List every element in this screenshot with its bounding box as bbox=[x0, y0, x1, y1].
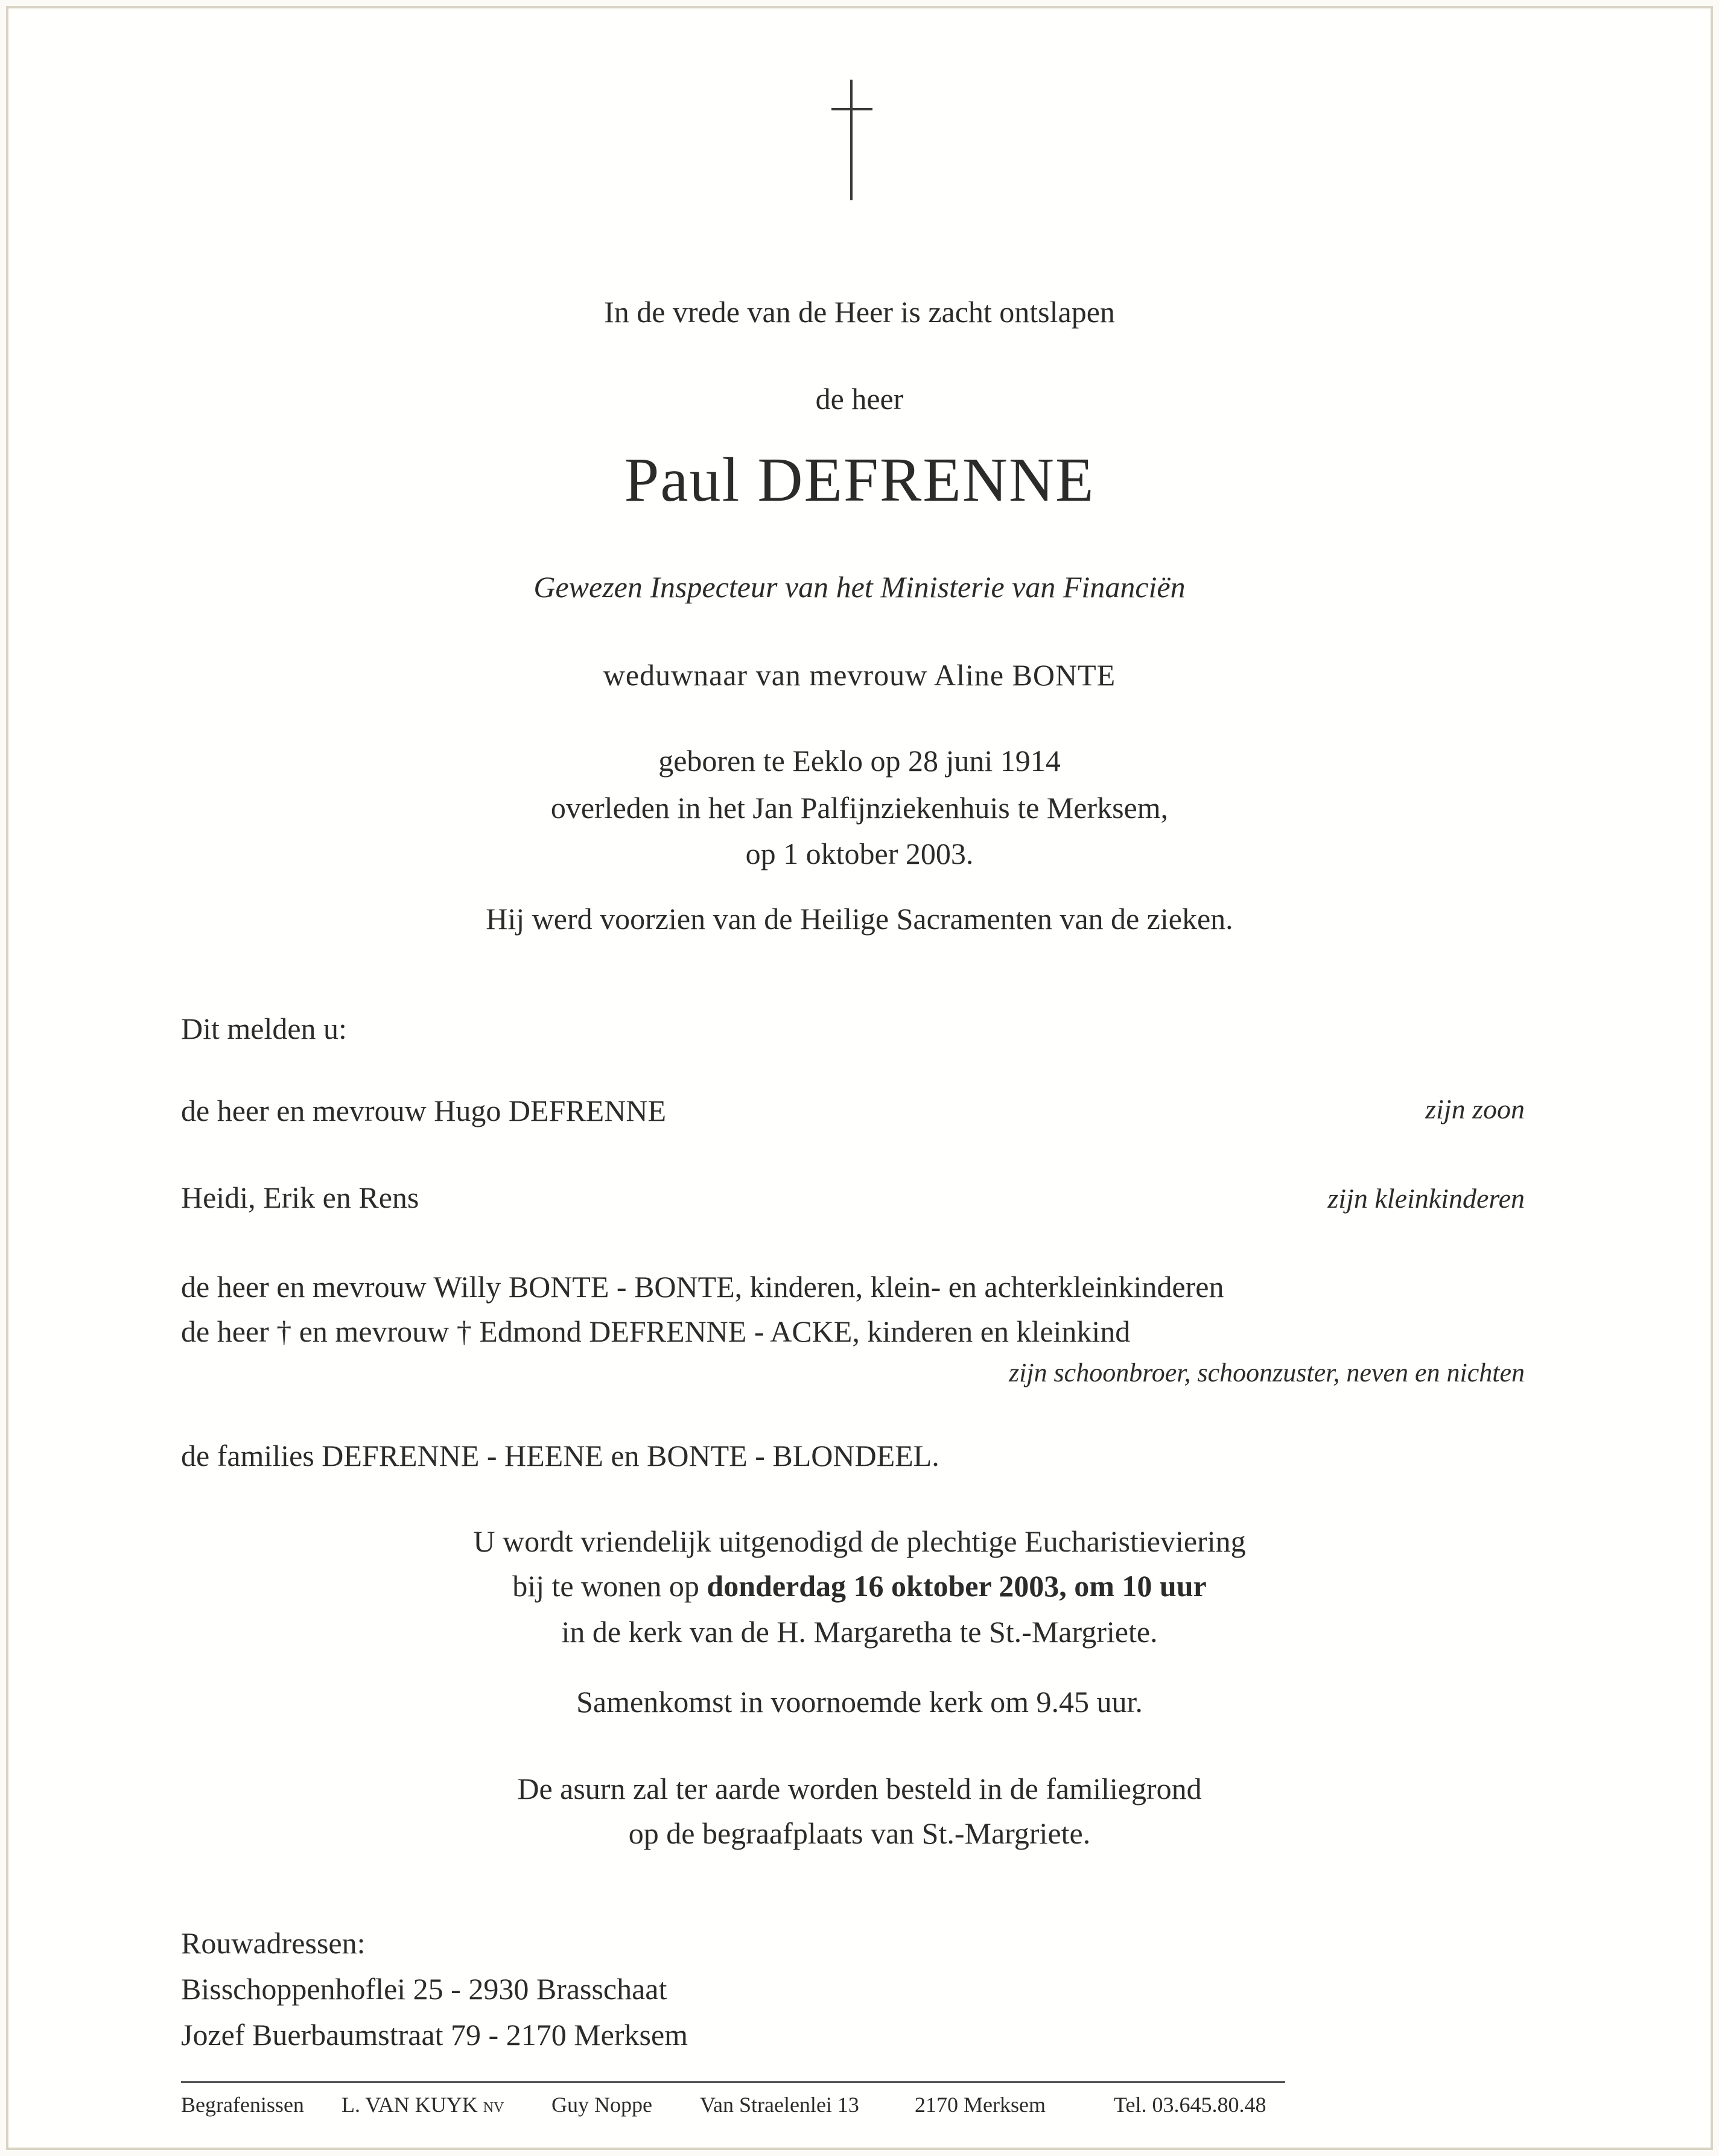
announcers-intro: Dit melden u: bbox=[181, 1012, 347, 1045]
intro-line: In de vrede van de Heer is zacht ontslapen bbox=[604, 295, 1115, 329]
urn-line-1: De asurn zal ter aarde worden besteld in de familiegrond bbox=[517, 1772, 1202, 1806]
ceremony-line-1: U wordt vriendelijk uitgenodigd de plechtige Eucharistieviering bbox=[473, 1524, 1246, 1558]
dagger-icon: † bbox=[276, 1314, 292, 1348]
salutation: de heer bbox=[815, 382, 904, 416]
dagger-icon: † bbox=[456, 1314, 472, 1348]
ceremony-date: donderdag 16 oktober 2003, om 10 uur bbox=[707, 1569, 1207, 1603]
inlaws-line-1: de heer en mevrouw Willy BONTE - BONTE, kinderen, klein- en achterkleinkinderen bbox=[181, 1270, 1224, 1304]
inlaws-line-2-c: Edmond DEFRENNE - ACKE, kinderen en kleinkind bbox=[479, 1314, 1131, 1348]
footer-company bbox=[342, 2092, 504, 2117]
death-line-2: op 1 oktober 2003. bbox=[745, 837, 974, 870]
footer-company-label: Begrafenissen bbox=[181, 2093, 304, 2117]
ceremony-line-3: in de kerk van de H. Margaretha te St.-Margriete. bbox=[561, 1615, 1158, 1649]
footer-phone: Tel. 03.645.80.48 bbox=[1114, 2093, 1266, 2117]
address-1: Bisschoppenhoflei 25 - 2930 Brasschaat bbox=[181, 1972, 667, 2006]
grandchildren-names: Heidi, Erik en Rens bbox=[181, 1181, 419, 1214]
urn-line-2: op de begraafplaats van St.-Margriete. bbox=[628, 1816, 1091, 1850]
son-relation: zijn zoon bbox=[1425, 1094, 1525, 1124]
sacraments-line: Hij werd voorzien van de Heilige Sacramenten van de zieken. bbox=[486, 902, 1233, 936]
addresses-label: Rouwadressen: bbox=[181, 1926, 366, 1960]
inlaws-line-2 bbox=[181, 1314, 1130, 1349]
deceased-name: Paul DEFRENNE bbox=[624, 445, 1095, 515]
inlaws-relation: zijn schoonbroer, schoonzuster, neven en nichten bbox=[1008, 1358, 1525, 1387]
address-2: Jozef Buerbaumstraat 79 - 2170 Merksem bbox=[181, 2018, 688, 2052]
meeting-line: Samenkomst in voornoemde kerk om 9.45 uur. bbox=[576, 1685, 1143, 1719]
footer-street: Van Straelenlei 13 bbox=[700, 2093, 859, 2117]
footer-company-suffix: NV bbox=[483, 2100, 504, 2116]
footer-divider bbox=[181, 2081, 1285, 2083]
death-line-1: overleden in het Jan Palfijnziekenhuis te Merksem, bbox=[550, 791, 1169, 825]
widower-line: weduwnaar van mevrouw Aline BONTE bbox=[603, 658, 1116, 692]
footer-person: Guy Noppe bbox=[551, 2093, 652, 2117]
birth-line: geboren te Eeklo op 28 juni 1914 bbox=[658, 744, 1061, 778]
cross-icon bbox=[850, 80, 853, 200]
inlaws-line-2-b: en mevrouw bbox=[299, 1314, 450, 1348]
former-title: Gewezen Inspecteur van het Ministerie van Financiën bbox=[533, 570, 1186, 604]
inlaws-line-2-a: de heer bbox=[181, 1314, 269, 1348]
cross-icon-bar bbox=[831, 108, 872, 110]
ceremony-line-2-pre: bij te wonen op bbox=[512, 1569, 707, 1603]
families-line: de families DEFRENNE - HEENE en BONTE - BLONDEEL. bbox=[181, 1439, 939, 1473]
ceremony-line-2 bbox=[0, 1568, 1719, 1603]
grandchildren-relation: zijn kleinkinderen bbox=[1327, 1183, 1525, 1214]
son-name: de heer en mevrouw Hugo DEFRENNE bbox=[181, 1094, 666, 1127]
footer-company-name: L. VAN KUYK bbox=[342, 2093, 478, 2117]
footer-city: 2170 Merksem bbox=[915, 2093, 1046, 2117]
